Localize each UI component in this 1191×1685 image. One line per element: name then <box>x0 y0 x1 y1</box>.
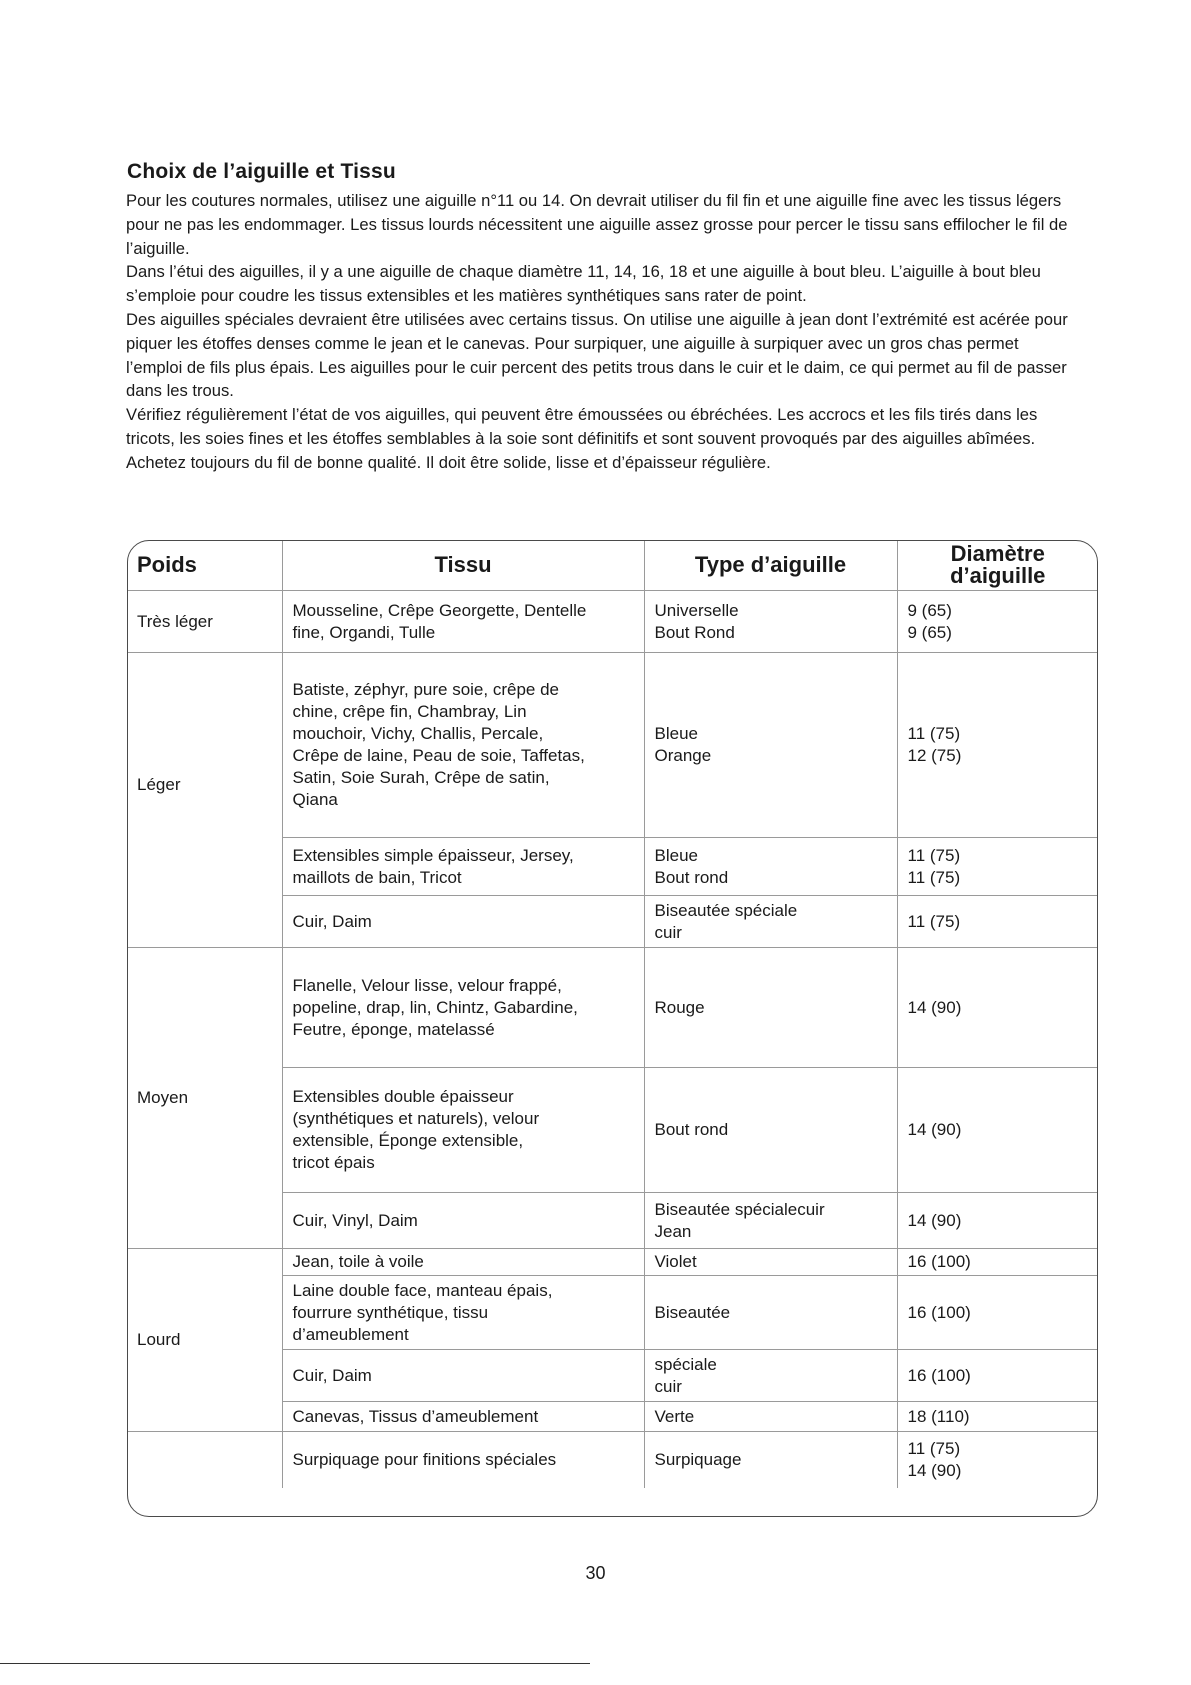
needle-type-cell: Rouge <box>644 948 897 1068</box>
fabric-cell: Cuir, Vinyl, Daim <box>282 1193 644 1249</box>
weight-cell <box>127 1432 282 1488</box>
table-row <box>127 653 1098 838</box>
fabric-cell: Flanelle, Velour lisse, velour frappé, popeline, drap, lin, Chintz, Gabardine, Feutre, éponge, matelassé <box>282 948 644 1068</box>
intro-paragraph: Dans l’étui des aiguilles, il y a une aiguille de chaque diamètre 11, 14, 16, 18 et une aiguille à bout bleu. L’aiguille à bout bleu s’emploie pour coudre les tissus extensibles et les matières synthétiques sans rater de point. <box>126 262 1041 306</box>
fabric-cell: Batiste, zéphyr, pure soie, crêpe de chine, crêpe fin, Chambray, Lin mouchoir, Vichy, Challis, Percale, Crêpe de laine, Peau de soie, Taffetas, Satin, Soie Surah, Crêpe de satin, Qiana <box>282 653 644 838</box>
diameter-cell: 14 (90) <box>897 1068 1098 1193</box>
fabric-cell: Jean, toile à voile <box>282 1249 644 1276</box>
needle-type-cell: Biseautée <box>644 1276 897 1350</box>
weight-cell: Léger <box>127 653 282 948</box>
diameter-cell: 16 (100) <box>897 1249 1098 1276</box>
intro-text <box>126 189 1071 475</box>
fabric-cell: Cuir, Daim <box>282 1350 644 1402</box>
needle-type-cell: spéciale cuir <box>644 1350 897 1402</box>
fabric-cell: Extensibles simple épaisseur, Jersey, maillots de bain, Tricot <box>282 838 644 896</box>
table-row <box>127 1249 1098 1276</box>
diameter-cell: 16 (100) <box>897 1276 1098 1350</box>
intro-paragraph: Pour les coutures normales, utilisez une aiguille n°11 ou 14. On devrait utiliser du fil fin et une aiguille fine avec les tissus légers pour ne pas les endommager. Les tissus lourds nécessitent une aiguille assez grosse pour percer le tissu sans effilocher le fil de l’aiguille. <box>126 191 1068 258</box>
fabric-cell: Laine double face, manteau épais, fourrure synthétique, tissu d’ameublement <box>282 1276 644 1350</box>
weight-cell: Moyen <box>127 948 282 1249</box>
fabric-cell: Cuir, Daim <box>282 896 644 948</box>
section-heading: Choix de l’aiguille et Tissu <box>127 160 396 183</box>
diameter-cell: 18 (110) <box>897 1402 1098 1432</box>
diameter-cell: 11 (75) 12 (75) <box>897 653 1098 838</box>
needle-type-cell: Violet <box>644 1249 897 1276</box>
diameter-cell: 9 (65) 9 (65) <box>897 591 1098 653</box>
fabric-cell: Surpiquage pour finitions spéciales <box>282 1432 644 1488</box>
diameter-cell: 11 (75) 11 (75) <box>897 838 1098 896</box>
table-row <box>127 948 1098 1068</box>
diameter-cell: 14 (90) <box>897 1193 1098 1249</box>
needle-type-cell: Universelle Bout Rond <box>644 591 897 653</box>
fabric-cell: Canevas, Tissus d’ameublement <box>282 1402 644 1432</box>
diameter-cell: 11 (75) 14 (90) <box>897 1432 1098 1488</box>
needle-type-cell: Surpiquage <box>644 1432 897 1488</box>
header-poids: Poids <box>127 540 282 591</box>
diameter-cell: 16 (100) <box>897 1350 1098 1402</box>
intro-paragraph: Vérifiez régulièrement l’état de vos aiguilles, qui peuvent être émoussées ou ébréchées. Les accrocs et les fils tirés dans les tricots, les soies fines et les étoffes semblables à la soie sont définitifs et sont souvent provoqués par des aiguilles abîmées. <box>126 405 1038 448</box>
table-row <box>127 1432 1098 1488</box>
intro-paragraph: Achetez toujours du fil de bonne qualité. Il doit être solide, lisse et d’épaisseur régulière. <box>126 452 771 472</box>
diameter-cell: 14 (90) <box>897 948 1098 1068</box>
bottom-rule <box>0 1663 590 1664</box>
fabric-cell: Extensibles double épaisseur (synthétiques et naturels), velour extensible, Éponge extensible, tricot épais <box>282 1068 644 1193</box>
needle-fabric-table <box>127 540 1098 1488</box>
needle-type-cell: Biseautée spéciale cuir <box>644 896 897 948</box>
intro-paragraph: Des aiguilles spéciales devraient être utilisées avec certains tissus. On utilise une aiguille à jean dont l’extrémité est acérée pour piquer les étoffes denses comme le jean et le canevas. Pour surpiquer, une aiguille à surpiquer avec un gros chas permet l’emploi de fils plus épais. Les aiguilles pour le cuir percent des petits trous dans le cuir et le daim, ce qui permet au fil de passer dans les trous. <box>126 309 1068 401</box>
table-header-row <box>127 540 1098 591</box>
fabric-cell: Mousseline, Crêpe Georgette, Dentelle fine, Organdi, Tulle <box>282 591 644 653</box>
needle-type-cell: Verte <box>644 1402 897 1432</box>
weight-cell: Très léger <box>127 591 282 653</box>
needle-type-cell: Bleue Bout rond <box>644 838 897 896</box>
table-row <box>127 591 1098 653</box>
diameter-cell: 11 (75) <box>897 896 1098 948</box>
needle-type-cell: Bleue Orange <box>644 653 897 838</box>
weight-cell: Lourd <box>127 1249 282 1432</box>
header-diametre: Diamètre d’aiguille <box>897 540 1098 591</box>
header-tissu: Tissu <box>282 540 644 591</box>
needle-type-cell: Biseautée spécialecuir Jean <box>644 1193 897 1249</box>
header-type-aiguille: Type d’aiguille <box>644 540 897 591</box>
page-number: 30 <box>585 1563 606 1583</box>
needle-type-cell: Bout rond <box>644 1068 897 1193</box>
